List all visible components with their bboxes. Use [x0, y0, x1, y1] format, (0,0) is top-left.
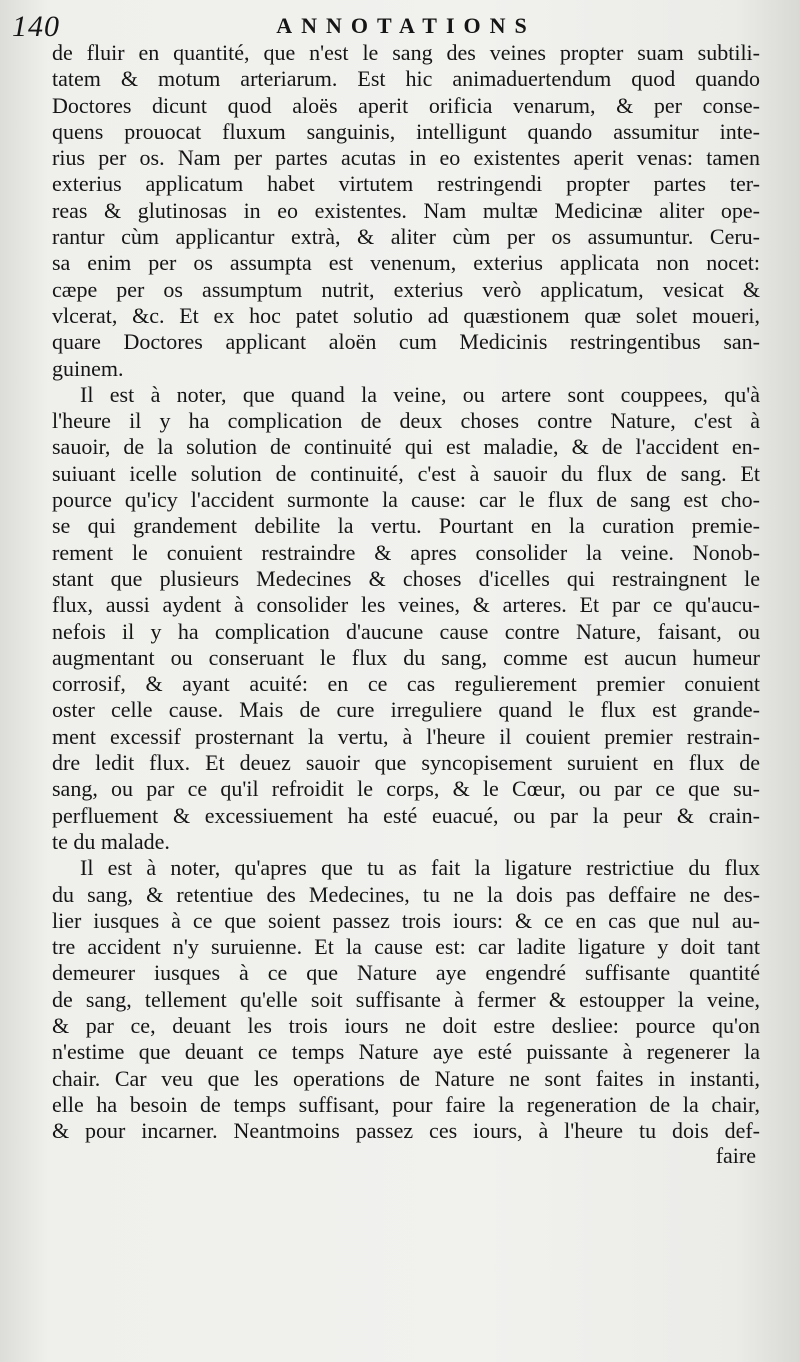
text-line: tatem & motum arteriarum. Est hic animaduertendum quod quando: [52, 66, 760, 92]
text-line: pource qu'icy l'accident surmonte la cause: car le flux de sang est cho-: [52, 487, 760, 513]
text-line: corrosif, & ayant acuité: en ce cas regulierement premier conuient: [52, 671, 760, 697]
running-head: ANNOTATIONS: [276, 13, 536, 38]
text-line: & pour incarner. Neantmoins passez ces iours, à l'heure tu dois def-: [52, 1118, 760, 1144]
text-line: rement le conuient restraindre & apres consolider la veine. Nonob-: [52, 539, 760, 565]
text-line: lier iusques à ce que soient passez trois iours: & ce en cas que nul au-: [52, 907, 760, 933]
paragraph: [52, 40, 760, 382]
text-line: sa enim per os assumpta est venenum, exterius applicata non nocet:: [52, 250, 760, 276]
text-line: rius per os. Nam per partes acutas in eo existentes aperit venas: tamen: [52, 145, 760, 171]
text-line: n'estime que deuant ce temps Nature aye esté puissante à regenerer la: [52, 1039, 760, 1065]
paragraph: [52, 382, 760, 855]
paragraph: [52, 855, 760, 1144]
text-line: cæpe per os assumptum nutrit, exterius verò applicatum, vesicat &: [52, 276, 760, 302]
text-line: Il est à noter, qu'apres que tu as fait la ligature restrictiue du flux: [80, 855, 760, 881]
catchword: faire: [715, 1143, 756, 1169]
text-line: sang, ou par ce qu'il refroidit le corps, & le Cœur, ou par ce que su-: [52, 776, 760, 802]
text-line: quens prouocat fluxum sanguinis, intelligunt quando assumitur inte-: [52, 118, 760, 144]
text-line: rantur cùm applicantur extrà, & aliter cùm per os assumuntur. Ceru-: [52, 224, 760, 250]
text-line: & par ce, deuant les trois iours ne doit estre desliee: pource qu'on: [52, 1012, 760, 1038]
text-line: dre ledit flux. Et deuez sauoir que syncopisement suruient en flux de: [52, 750, 760, 776]
text-line: guinem.: [52, 355, 124, 381]
text-line: oster celle cause. Mais de cure irreguliere quand le flux est grande-: [52, 697, 760, 723]
text-line: Il est à noter, que quand la veine, ou artere sont couppees, qu'à: [80, 381, 760, 407]
text-line: quare Doctores applicant aloën cum Medicinis restringentibus san-: [52, 329, 760, 355]
text-line: de fluir en quantité, que n'est le sang des veines propter suam subtili-: [52, 40, 760, 65]
text-line: ment excessif prosternant la vertu, à l'heure il couient premier restrain-: [52, 723, 760, 749]
page-number: 140: [12, 10, 60, 43]
text-line: tre accident n'y suruienne. Et la cause est: car ladite ligature y doit tant: [52, 934, 760, 960]
text-line: stant que plusieurs Medecines & choses d'icelles qui restraingnent le: [52, 565, 760, 591]
text-line: perfluement & excessiuement ha esté euacué, ou par la peur & crain-: [52, 802, 760, 828]
text-line: l'heure il y ha complication de deux choses contre Nature, c'est à: [52, 408, 760, 434]
text-line: de sang, tellement qu'elle soit suffisante à fermer & estoupper la veine,: [52, 986, 760, 1012]
text-line: exterius applicatum habet virtutem restringendi propter partes ter-: [52, 171, 760, 197]
text-line: vlcerat, &c. Et ex hoc patet solutio ad quæstionem quæ solet moueri,: [52, 302, 760, 328]
body-text: [52, 40, 760, 1144]
text-line: te du malade.: [52, 828, 170, 854]
text-line: chair. Car veu que les operations de Nature ne sont faites in instanti,: [52, 1065, 760, 1091]
text-line: demeurer iusques à ce que Nature aye engendré suffisante quantité: [52, 960, 760, 986]
text-line: se qui grandement debilite la vertu. Pourtant en la curation premie-: [52, 513, 760, 539]
text-line: Doctores dicunt quod aloës aperit orificia venarum, & per conse-: [52, 92, 760, 118]
text-line: du sang, & retentiue des Medecines, tu ne la dois pas deffaire ne des-: [52, 881, 760, 907]
text-line: suiuant icelle solution de continuité, c'est à sauoir du flux de sang. Et: [52, 460, 760, 486]
text-line: elle ha besoin de temps suffisant, pour faire la regeneration de la chair,: [52, 1091, 760, 1117]
text-line: sauoir, de la solution de continuité qui est maladie, & de l'accident en-: [52, 434, 760, 460]
text-line: nefois il y ha complication d'aucune cause contre Nature, faisant, ou: [52, 618, 760, 644]
text-line: augmentant ou conseruant le flux du sang, comme est aucun humeur: [52, 644, 760, 670]
text-line: reas & glutinosas in eo existentes. Nam multæ Medicinæ aliter ope-: [52, 197, 760, 223]
page-header: [12, 6, 760, 43]
text-line: flux, aussi aydent à consolider les veines, & arteres. Et par ce qu'aucu-: [52, 592, 760, 618]
